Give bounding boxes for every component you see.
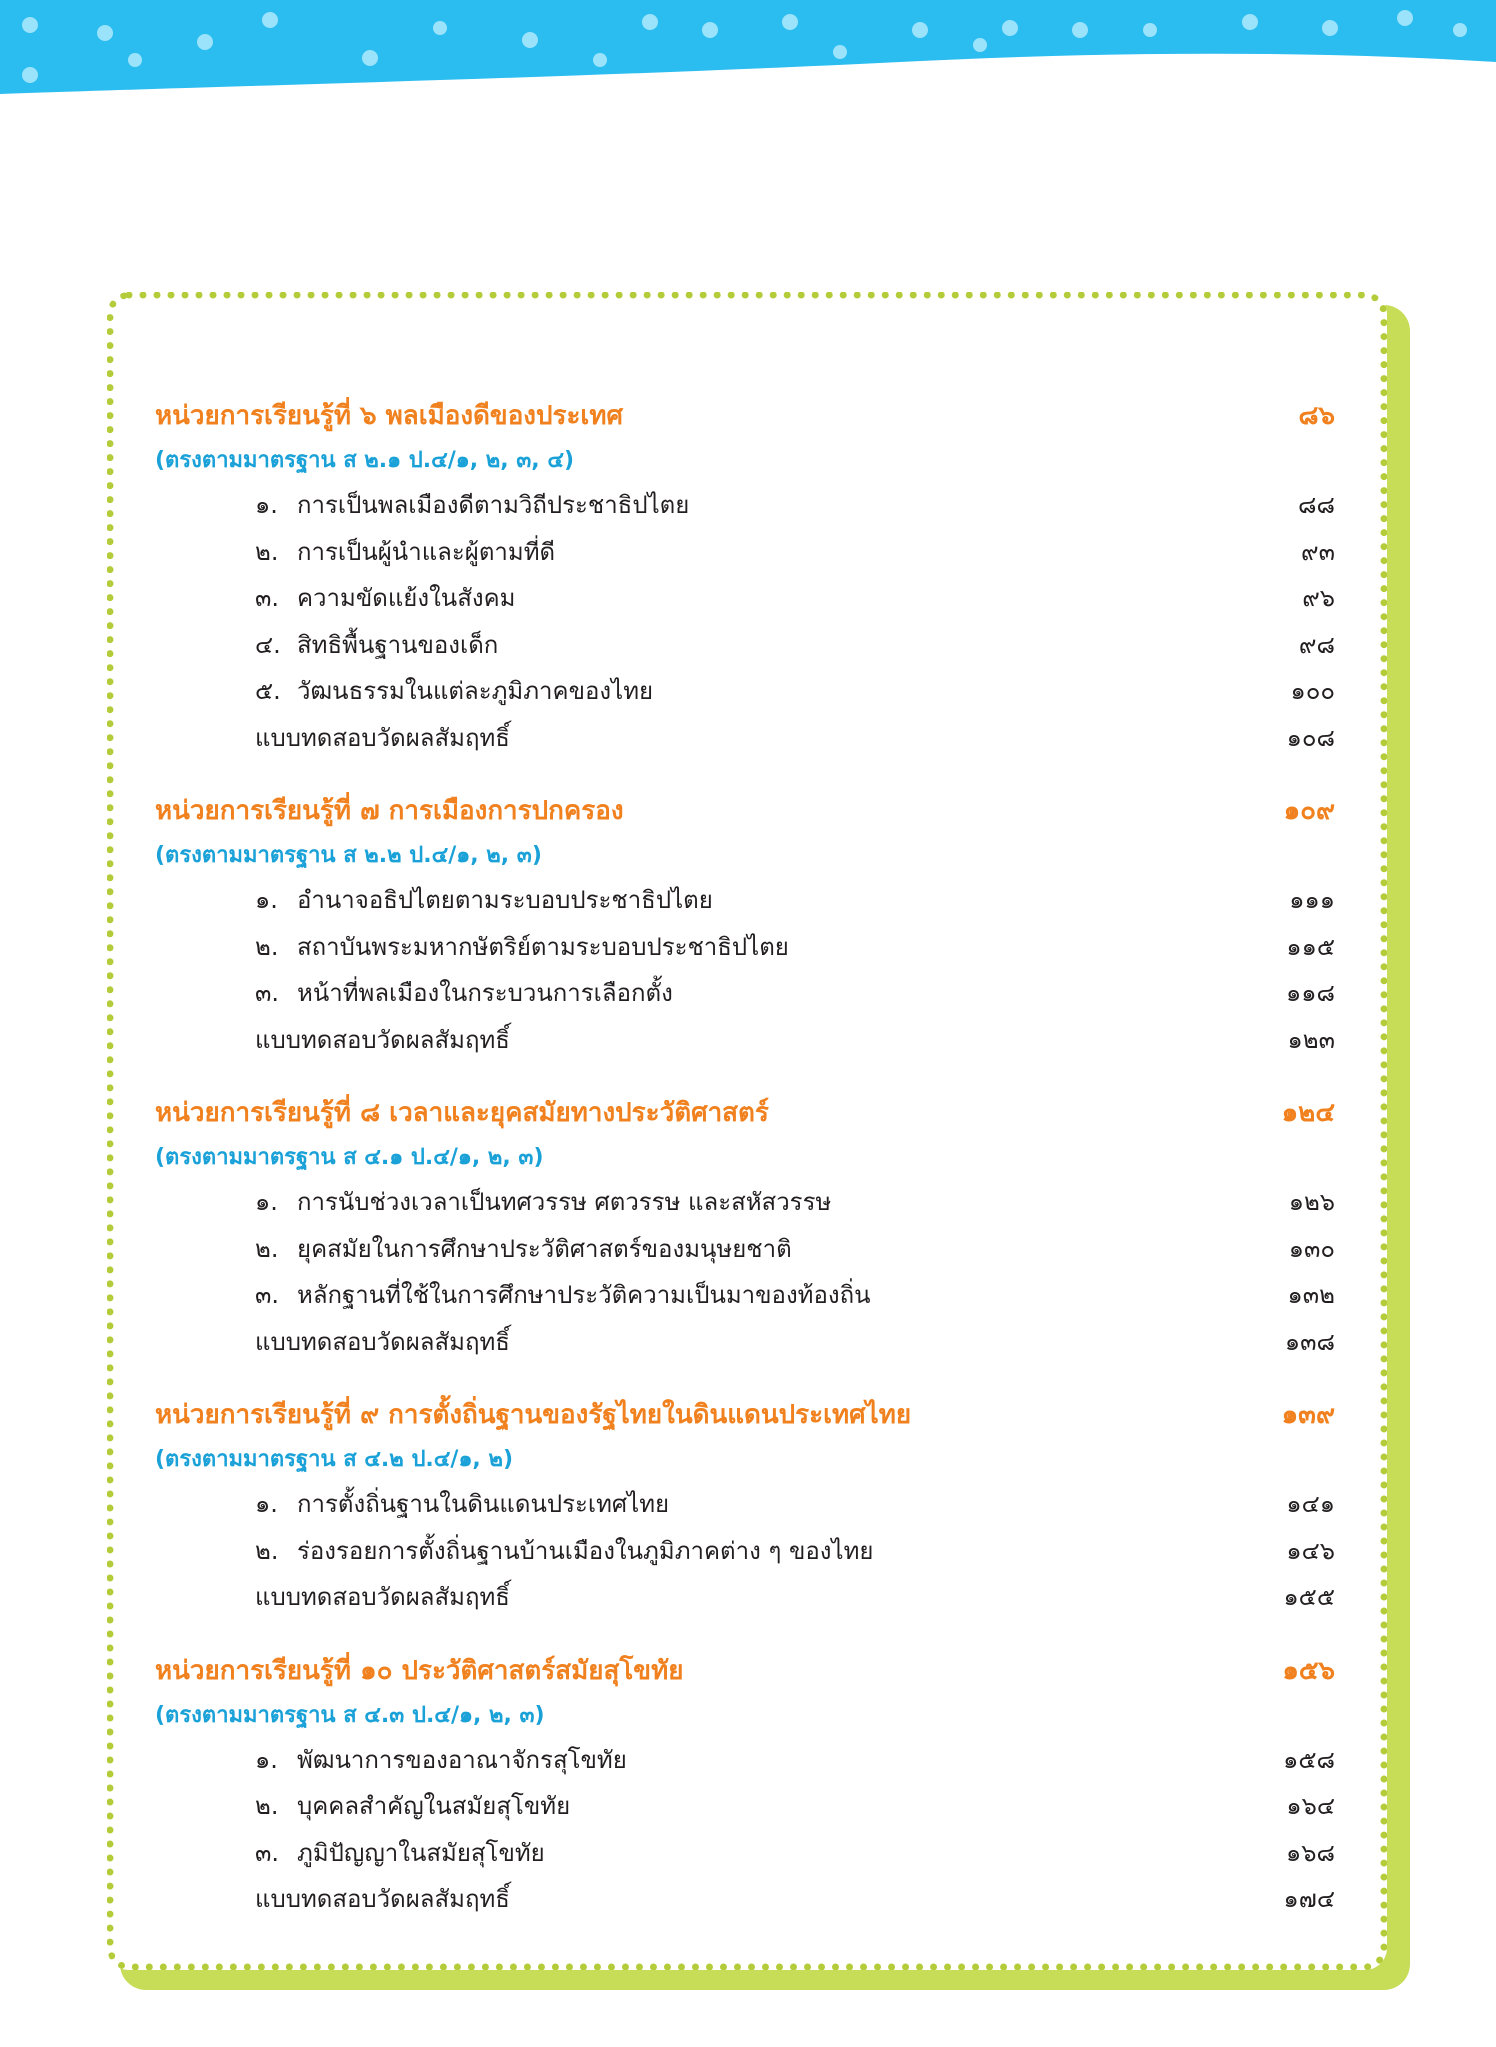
- quiz-page-number: ๑๗๔: [1283, 1885, 1335, 1913]
- entry-text-group: [255, 1226, 792, 1273]
- entry-text-group: [255, 668, 653, 715]
- unit-page-number: ๑๐๙: [1283, 796, 1335, 826]
- quiz-page-number: ๑๕๕: [1283, 1583, 1335, 1611]
- toc-entry[interactable]: [155, 482, 1335, 529]
- entry-number: ๑.: [255, 491, 278, 519]
- entry-text-group: [255, 1737, 627, 1784]
- entry-number: ๒.: [255, 932, 279, 961]
- quiz-label: แบบทดสอบวัดผลสัมฤทธิ์: [255, 1327, 510, 1356]
- entry-title: การนับช่วงเวลาเป็นทศวรรษ ศตวรรษ และสหัสวรรษ: [297, 1188, 832, 1216]
- toc-entry[interactable]: [155, 1737, 1335, 1784]
- entry-text-group: [255, 575, 515, 622]
- toc-entry[interactable]: [155, 1528, 1335, 1575]
- quiz-label: แบบทดสอบวัดผลสัมฤทธิ์: [255, 1885, 510, 1913]
- unit-page-number: ๑๕๖: [1282, 1655, 1335, 1686]
- entry-title: อำนาจอธิปไตยตามระบอบประชาธิปไตย: [297, 886, 713, 914]
- unit-heading[interactable]: [155, 392, 1335, 440]
- entry-number: ๓.: [255, 979, 280, 1007]
- entry-title: ร่องรอยการตั้งถิ่นฐานบ้านเมืองในภูมิภาคต่าง ๆ ของไทย: [297, 1536, 874, 1565]
- entry-text-group: [255, 1481, 669, 1528]
- toc-entry[interactable]: [155, 1179, 1335, 1226]
- entry-number: ๒.: [255, 1234, 279, 1263]
- unit-standard: (ตรงตามมาตรฐาน ส ๒.๑ ป.๔/๑, ๒, ๓, ๔): [155, 448, 575, 473]
- quiz-entry[interactable]: [155, 715, 1335, 762]
- unit-heading[interactable]: [155, 1647, 1335, 1695]
- entry-title: บุคคลสำคัญในสมัยสุโขทัย: [297, 1792, 571, 1820]
- unit-heading[interactable]: [155, 1391, 1335, 1439]
- entry-page-number: ๑๓๐: [1288, 1234, 1335, 1263]
- unit-title: หน่วยการเรียนรู้ที่ ๙ การตั้งถิ่นฐานของรัฐไทยในดินแดนประเทศไทย: [155, 1400, 912, 1430]
- quiz-page-number: ๑๐๘: [1286, 723, 1335, 752]
- entry-number: ๒.: [255, 537, 279, 566]
- entry-title: การเป็นพลเมืองดีตามวิถีประชาธิปไตย: [297, 491, 690, 519]
- unit-entries: [155, 1179, 1335, 1319]
- unit-entries: [155, 1481, 1335, 1574]
- entry-title: พัฒนาการของอาณาจักรสุโขทัย: [297, 1745, 627, 1774]
- entry-text-group: [255, 1783, 570, 1830]
- entry-title: สิทธิพื้นฐานของเด็ก: [297, 630, 499, 659]
- entry-number: ๒.: [255, 1536, 279, 1565]
- toc-entry[interactable]: [155, 529, 1335, 576]
- unit-standard: (ตรงตามมาตรฐาน ส ๔.๑ ป.๔/๑, ๒, ๓): [155, 1145, 544, 1170]
- entry-number: ๔.: [255, 630, 281, 659]
- entry-page-number: ๑๑๘: [1286, 979, 1335, 1007]
- toc-entry[interactable]: [155, 970, 1335, 1017]
- entry-page-number: ๘๘: [1297, 491, 1335, 519]
- entry-text-group: [255, 1528, 873, 1575]
- entry-number: ๑.: [255, 1188, 278, 1216]
- unit-title: หน่วยการเรียนรู้ที่ ๘ เวลาและยุคสมัยทางประวัติศาสตร์: [155, 1098, 769, 1128]
- entry-page-number: ๑๐๐: [1290, 677, 1335, 705]
- unit-entries: [155, 877, 1335, 1017]
- entry-page-number: ๑๖๘: [1286, 1838, 1335, 1867]
- unit-title: หน่วยการเรียนรู้ที่ ๗ การเมืองการปกครอง: [155, 796, 624, 826]
- entry-text-group: [255, 877, 713, 924]
- entry-page-number: ๑๔๖: [1286, 1536, 1335, 1565]
- toc-unit: [155, 392, 1335, 761]
- entry-number: ๑.: [255, 1745, 278, 1774]
- toc-entry[interactable]: [155, 924, 1335, 971]
- entry-number: ๑.: [255, 886, 278, 914]
- entry-title: ภูมิปัญญาในสมัยสุโขทัย: [297, 1838, 545, 1867]
- entry-page-number: ๑๑๑: [1289, 886, 1335, 914]
- unit-standard: (ตรงตามมาตรฐาน ส ๔.๒ ป.๔/๑, ๒): [155, 1447, 513, 1472]
- toc-unit: [155, 1089, 1335, 1365]
- entry-page-number: ๙๖: [1302, 584, 1335, 612]
- quiz-label: แบบทดสอบวัดผลสัมฤทธิ์: [255, 1583, 510, 1611]
- unit-title: หน่วยการเรียนรู้ที่ ๑๐ ประวัติศาสตร์สมัยสุโขทัย: [155, 1655, 684, 1686]
- quiz-page-number: ๑๓๘: [1284, 1327, 1335, 1356]
- entry-title: วัฒนธรรมในแต่ละภูมิภาคของไทย: [297, 677, 654, 705]
- entry-title: หลักฐานที่ใช้ในการศึกษาประวัติความเป็นมาของท้องถิ่น: [297, 1281, 871, 1309]
- quiz-page-number: ๑๒๓: [1287, 1025, 1335, 1054]
- toc-entry[interactable]: [155, 668, 1335, 715]
- entry-title: ความขัดแย้งในสังคม: [297, 584, 516, 612]
- quiz-entry[interactable]: [155, 1876, 1335, 1923]
- toc-unit: [155, 787, 1335, 1063]
- unit-page-number: ๘๖: [1298, 401, 1335, 431]
- entry-text-group: [255, 1830, 545, 1877]
- entry-text-group: [255, 970, 673, 1017]
- toc-entry[interactable]: [155, 1783, 1335, 1830]
- toc-entry[interactable]: [155, 1226, 1335, 1273]
- table-of-contents: [155, 392, 1335, 1923]
- unit-page-number: ๑๒๔: [1281, 1098, 1335, 1128]
- entry-title: การตั้งถิ่นฐานในดินแดนประเทศไทย: [297, 1490, 670, 1518]
- entry-page-number: ๑๓๒: [1287, 1281, 1335, 1309]
- toc-entry[interactable]: [155, 575, 1335, 622]
- quiz-label: แบบทดสอบวัดผลสัมฤทธิ์: [255, 1025, 510, 1054]
- entry-number: ๓.: [255, 1281, 280, 1309]
- unit-heading[interactable]: [155, 787, 1335, 835]
- unit-heading[interactable]: [155, 1089, 1335, 1137]
- entry-number: ๓.: [255, 584, 280, 612]
- entry-number: ๓.: [255, 1838, 280, 1867]
- entry-text-group: [255, 924, 789, 971]
- quiz-entry[interactable]: [155, 1574, 1335, 1621]
- toc-unit: [155, 1391, 1335, 1621]
- entry-page-number: ๑๒๖: [1288, 1188, 1335, 1216]
- entry-text-group: [255, 1179, 831, 1226]
- entry-page-number: ๑๔๑: [1286, 1490, 1335, 1518]
- toc-entry[interactable]: [155, 877, 1335, 924]
- toc-entry[interactable]: [155, 622, 1335, 669]
- unit-entries: [155, 1737, 1335, 1877]
- entry-page-number: ๙๘: [1298, 630, 1335, 659]
- toc-unit: [155, 1647, 1335, 1923]
- entry-text-group: [255, 1272, 871, 1319]
- entry-page-number: ๑๕๘: [1283, 1745, 1335, 1774]
- entry-title: ยุคสมัยในการศึกษาประวัติศาสตร์ของมนุษยชาติ: [297, 1234, 792, 1263]
- entry-title: สถาบันพระมหากษัตริย์ตามระบอบประชาธิปไตย: [297, 932, 789, 961]
- entry-page-number: ๙๓: [1301, 537, 1335, 566]
- toc-entry[interactable]: [155, 1481, 1335, 1528]
- unit-standard: (ตรงตามมาตรฐาน ส ๔.๓ ป.๔/๑, ๒, ๓): [155, 1702, 545, 1728]
- entry-number: ๒.: [255, 1792, 279, 1820]
- entry-title: หน้าที่พลเมืองในกระบวนการเลือกตั้ง: [297, 979, 673, 1007]
- entry-page-number: ๑๑๕: [1286, 932, 1335, 961]
- toc-entry[interactable]: [155, 1272, 1335, 1319]
- entry-text-group: [255, 529, 555, 576]
- entry-number: ๑.: [255, 1490, 278, 1518]
- unit-page-number: ๑๓๙: [1281, 1400, 1335, 1430]
- toc-entry[interactable]: [155, 1830, 1335, 1877]
- unit-entries: [155, 482, 1335, 715]
- top-banner: [0, 0, 1496, 110]
- quiz-entry[interactable]: [155, 1319, 1335, 1366]
- quiz-label: แบบทดสอบวัดผลสัมฤทธิ์: [255, 723, 510, 752]
- entry-text-group: [255, 622, 498, 669]
- entry-title: การเป็นผู้นำและผู้ตามที่ดี: [297, 537, 556, 566]
- entry-text-group: [255, 482, 689, 529]
- entry-page-number: ๑๖๔: [1286, 1792, 1335, 1820]
- quiz-entry[interactable]: [155, 1017, 1335, 1064]
- unit-standard: (ตรงตามมาตรฐาน ส ๒.๒ ป.๔/๑, ๒, ๓): [155, 843, 542, 868]
- unit-title: หน่วยการเรียนรู้ที่ ๖ พลเมืองดีของประเทศ: [155, 401, 623, 431]
- entry-number: ๕.: [255, 677, 281, 705]
- banner-wave: [0, 0, 1496, 94]
